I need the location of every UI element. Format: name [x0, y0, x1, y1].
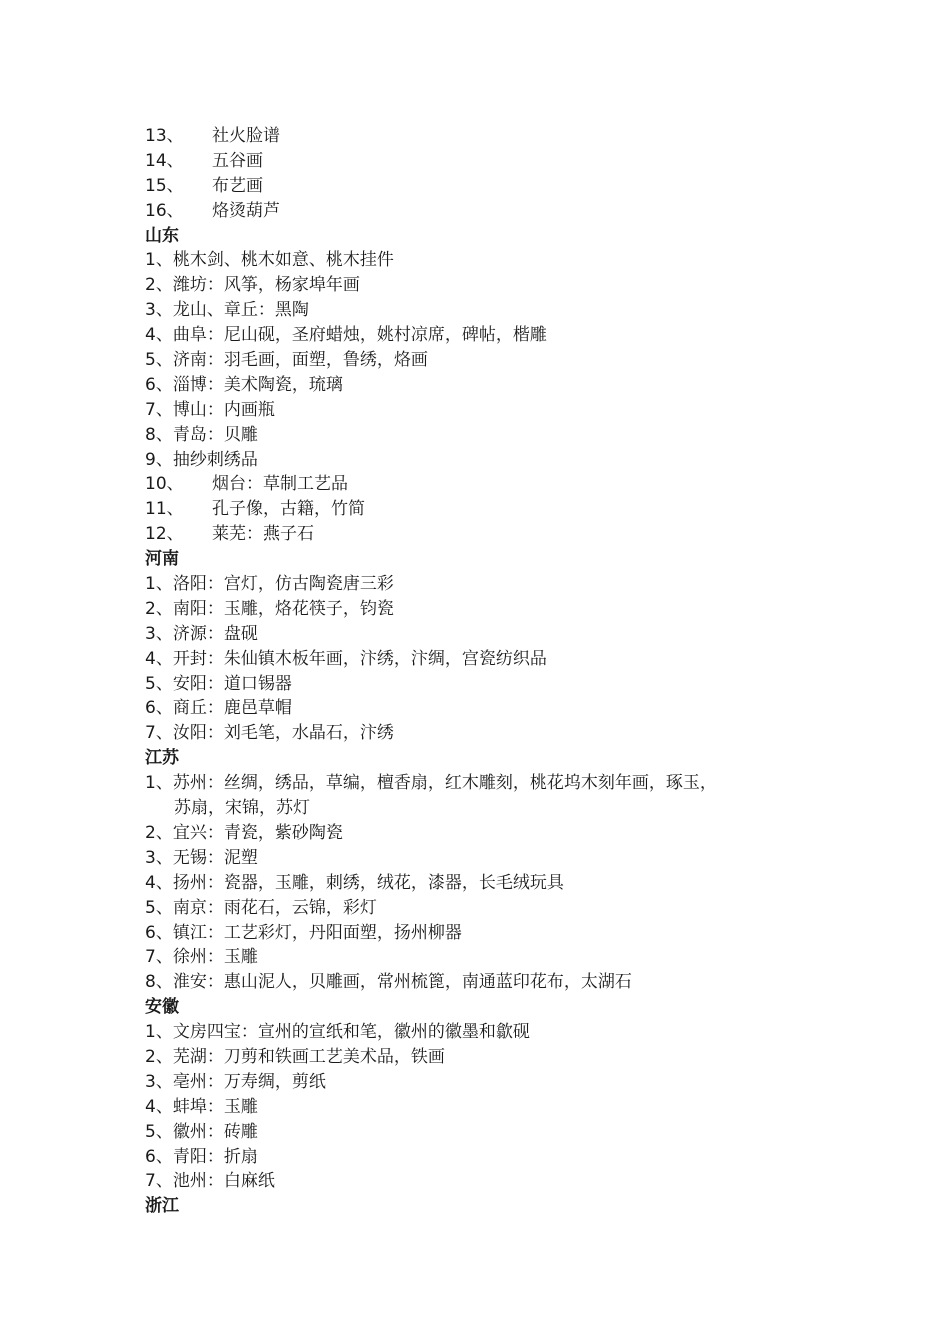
- list-item-text: 苏州：丝绸，绣品，草编，檀香扇，红木雕刻，桃花坞木刻年画，琢玉，: [172, 773, 717, 794]
- list-item-number: 10、: [145, 474, 184, 495]
- list-item-number: 9、: [145, 449, 173, 470]
- list-item-number: 5、: [145, 897, 173, 918]
- list-item-number: 3、: [145, 623, 173, 644]
- list-item-text: 社火脸谱: [212, 126, 280, 146]
- list-item-text: 宜兴：青瓷，紫砂陶瓷: [172, 822, 343, 843]
- list-item-text: 无锡：泥塑: [172, 847, 258, 868]
- list-item-text: 安阳：道口锡器: [172, 673, 292, 694]
- list-item-number: 4、: [145, 325, 173, 346]
- list-item: [145, 1070, 825, 1095]
- list-item-number: 5、: [145, 673, 173, 694]
- list-item: [145, 846, 825, 871]
- list-item: [145, 323, 825, 348]
- list-item-text: 芜湖：刀剪和铁画工艺美术品，铁画: [172, 1046, 445, 1067]
- list-item-number: 5、: [145, 350, 173, 371]
- list-item-text: 镇江：工艺彩灯，丹阳面塑，扬州柳器: [172, 922, 462, 943]
- list-item-text: 徽州：砖雕: [172, 1121, 258, 1142]
- list-item-number: 4、: [145, 648, 173, 669]
- list-item-text: 济源：盘砚: [172, 623, 258, 644]
- list-item-text: 扬州：瓷器，玉雕，刺绣，绒花，漆器，长毛绒玩具: [172, 872, 564, 893]
- list-item: [145, 448, 825, 473]
- list-item: [145, 945, 825, 970]
- list-item-number: 4、: [145, 872, 173, 893]
- list-item-number: 4、: [145, 1096, 173, 1117]
- list-item-text: 桃木剑、桃木如意、桃木挂件: [172, 250, 394, 271]
- list-item-text: 池州：白麻纸: [172, 1171, 275, 1192]
- list-item: [145, 696, 825, 721]
- list-item: [145, 522, 825, 547]
- list-item-number: 14、: [145, 150, 184, 171]
- list-item: [145, 398, 825, 423]
- list-item: [145, 1045, 825, 1070]
- list-item: [145, 821, 825, 846]
- section-heading: 河南: [145, 549, 179, 570]
- list-item-number: 6、: [145, 698, 173, 719]
- list-item: [145, 1145, 825, 1170]
- list-item: [145, 921, 825, 946]
- section-heading: 山东: [145, 225, 179, 246]
- list-item-text: 孔子像，古籍，竹简: [212, 499, 365, 520]
- list-item: [145, 597, 825, 622]
- list-item-text: 五谷画: [212, 150, 263, 171]
- list-item-number: 7、: [145, 399, 173, 420]
- list-item: [145, 348, 825, 373]
- list-item-text: 青阳：折扇: [172, 1146, 258, 1167]
- list-item-text: 烙烫葫芦: [212, 200, 280, 221]
- list-item-text: 南阳：玉雕，烙花筷子，钧瓷: [172, 598, 394, 619]
- list-item-text: 布艺画: [212, 175, 263, 196]
- list-item-number: 6、: [145, 374, 173, 395]
- list-item: [145, 672, 825, 697]
- list-item: [145, 298, 825, 323]
- list-item-number: 2、: [145, 275, 173, 296]
- list-item: [145, 771, 825, 821]
- list-item-text: 南京：雨花石，云锦，彩灯: [172, 897, 377, 918]
- list-item-number: 12、: [145, 524, 184, 545]
- list-item-text: 烟台：草制工艺品: [212, 474, 348, 495]
- list-item-number: 1、: [145, 773, 173, 794]
- list-item: [145, 174, 825, 199]
- list-item: [145, 871, 825, 896]
- document-page: [145, 124, 825, 1219]
- list-item-number: 3、: [145, 300, 173, 321]
- list-item-number: 6、: [145, 1146, 173, 1167]
- list-item-number: 7、: [145, 947, 173, 968]
- list-item: [145, 423, 825, 448]
- list-item: [145, 896, 825, 921]
- list-item-text: 蚌埠：玉雕: [172, 1096, 258, 1117]
- list-item-number: 3、: [145, 847, 173, 868]
- list-item: [145, 647, 825, 672]
- list-item-number: 6、: [145, 922, 173, 943]
- list-item: [145, 1169, 825, 1194]
- list-item: [145, 622, 825, 647]
- list-item-text: 莱芜：燕子石: [212, 524, 314, 545]
- list-item-text: 龙山、章丘：黑陶: [172, 300, 309, 321]
- list-item: [145, 1095, 825, 1120]
- section-heading: 安徽: [145, 997, 179, 1018]
- list-item: [145, 472, 825, 497]
- list-item-number: 2、: [145, 1046, 173, 1067]
- list-item-text: 徐州：玉雕: [172, 947, 258, 968]
- list-item: [145, 1020, 825, 1045]
- list-item-text: 亳州：万寿绸，剪纸: [172, 1071, 326, 1092]
- list-item-text: 济南：羽毛画，面塑，鲁绣，烙画: [172, 350, 428, 371]
- list-item: [145, 497, 825, 522]
- list-item: [145, 373, 825, 398]
- list-item-number: 1、: [145, 250, 173, 271]
- list-item: [145, 149, 825, 174]
- list-item-number: 2、: [145, 822, 173, 843]
- list-item-text: 淮安：惠山泥人，贝雕画，常州梳篦，南通蓝印花布，太湖石: [172, 972, 632, 993]
- list-item: [145, 721, 825, 746]
- list-item-text: 曲阜：尼山砚，圣府蜡烛，姚村凉席，碑帖，楷雕: [172, 325, 547, 346]
- list-item-number: 7、: [145, 723, 173, 744]
- section-heading: 江苏: [145, 748, 179, 769]
- list-item-number: 8、: [145, 424, 173, 445]
- list-item-number: 7、: [145, 1171, 173, 1192]
- list-item: [145, 248, 825, 273]
- list-item-text: 淄博：美术陶瓷，琉璃: [172, 374, 343, 395]
- list-item-number: 1、: [145, 1022, 173, 1043]
- list-item-number: 3、: [145, 1071, 173, 1092]
- list-item-text: 文房四宝：宣州的宣纸和笔，徽州的徽墨和歙砚: [172, 1022, 530, 1043]
- list-item-number: 8、: [145, 972, 173, 993]
- list-item-number: 13、: [145, 126, 184, 146]
- list-item: [145, 970, 825, 995]
- list-item-text: 商丘：鹿邑草帽: [172, 698, 292, 719]
- list-item: [145, 1120, 825, 1145]
- list-item-number: 2、: [145, 598, 173, 619]
- list-item: [145, 124, 825, 149]
- list-item-text: 抽纱刺绣品: [172, 449, 258, 470]
- list-item-number: 11、: [145, 499, 184, 520]
- list-item: [145, 273, 825, 298]
- list-item: [145, 199, 825, 224]
- list-item-number: 1、: [145, 574, 173, 595]
- list-item-text: 汝阳：刘毛笔，水晶石，汴绣: [172, 723, 394, 744]
- list-item-text: 博山：内画瓶: [172, 399, 275, 420]
- list-item-continuation: 苏扇，宋锦，苏灯: [174, 798, 310, 819]
- list-item-number: 16、: [145, 200, 184, 221]
- list-item-text: 青岛：贝雕: [172, 424, 258, 445]
- list-item-text: 洛阳：宫灯，仿古陶瓷唐三彩: [172, 574, 394, 595]
- list-item-text: 潍坊：风筝，杨家埠年画: [172, 275, 360, 296]
- list-item: [145, 572, 825, 597]
- list-item-number: 5、: [145, 1121, 173, 1142]
- list-item-text: 开封：朱仙镇木板年画，汴绣，汴绸，宫瓷纺织品: [172, 648, 547, 669]
- section-heading: 浙江: [145, 1196, 179, 1217]
- list-item-number: 15、: [145, 175, 184, 196]
